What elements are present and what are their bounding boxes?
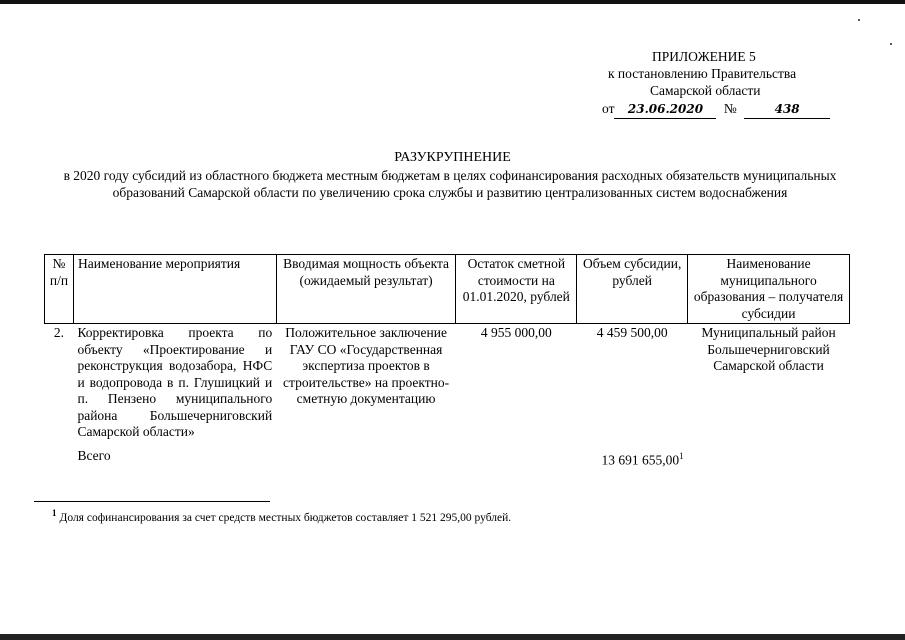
header-balance: Остаток сметной стоимости на 01.01.2020, рублей [456, 255, 577, 324]
header-num: № п/п [45, 255, 74, 324]
row-num: 2. [53, 325, 65, 340]
appendix-title: ПРИЛОЖЕНИЕ 5 [652, 49, 756, 64]
appendix-line2: к постановлению Правительства [608, 66, 797, 81]
scan-edge-bottom [0, 634, 905, 640]
scan-speck [890, 43, 892, 45]
header-event-name: Наименование мероприятия [73, 255, 276, 324]
total-value-cell [577, 442, 688, 470]
total-footnote-mark: 1 [679, 450, 684, 461]
row-capacity: Положительное заключение ГАУ СО «Государственная экспертиза проектов в строительстве» на проектно-сметную документацию [283, 325, 450, 406]
handwritten-date: 23.06.2020 [614, 101, 716, 119]
from-label: от [602, 101, 615, 116]
row-event-name: Корректировка проекта по объекту «Проектирование и реконструкция водозабора, НФС и водопровода в п. Глушицкий и п. Пензено муниципального района Большечерниговский Самарской области» [77, 325, 273, 439]
header-subsidy: Объем субсидии, рублей [577, 255, 688, 324]
row-subsidy: 4 459 500,00 [596, 325, 668, 340]
appendix-date-line [602, 100, 830, 119]
document-subtitle: в 2020 году субсидий из областного бюджета местным бюджетам в целях софинансирования расходных обязательств муниципальных образований Самарской области по увеличению срока службы и развитию централизованных систем водоснабжения [63, 168, 837, 200]
header-recipient: Наименование муниципального образования – получателя субсидии [688, 255, 850, 324]
subsidy-table [44, 254, 850, 470]
handwritten-number: 438 [744, 101, 830, 119]
table-header-row [45, 255, 850, 324]
footnote-separator [34, 501, 270, 502]
scan-speck [858, 19, 860, 21]
total-value: 13 691 655,00 [601, 452, 680, 467]
row-balance: 4 955 000,00 [480, 325, 552, 340]
header-capacity: Вводимая мощность объекта (ожидаемый результат) [276, 255, 456, 324]
row-recipient: Муниципальный район Большечерниговский Самарской области [701, 325, 836, 373]
appendix-line3: Самарской области [650, 83, 761, 98]
footnote [52, 508, 511, 524]
footnote-text: Доля софинансирования за счет средств местных бюджетов составляет 1 521 295,00 рублей. [59, 511, 512, 524]
scan-edge-top [0, 0, 905, 4]
footnote-mark: 1 [52, 508, 57, 518]
total-label: Всего [77, 447, 111, 463]
document-title: РАЗУКРУПНЕНИЕ [394, 150, 511, 165]
total-row [45, 442, 850, 470]
table-row [45, 324, 850, 442]
number-label: № [723, 101, 737, 116]
